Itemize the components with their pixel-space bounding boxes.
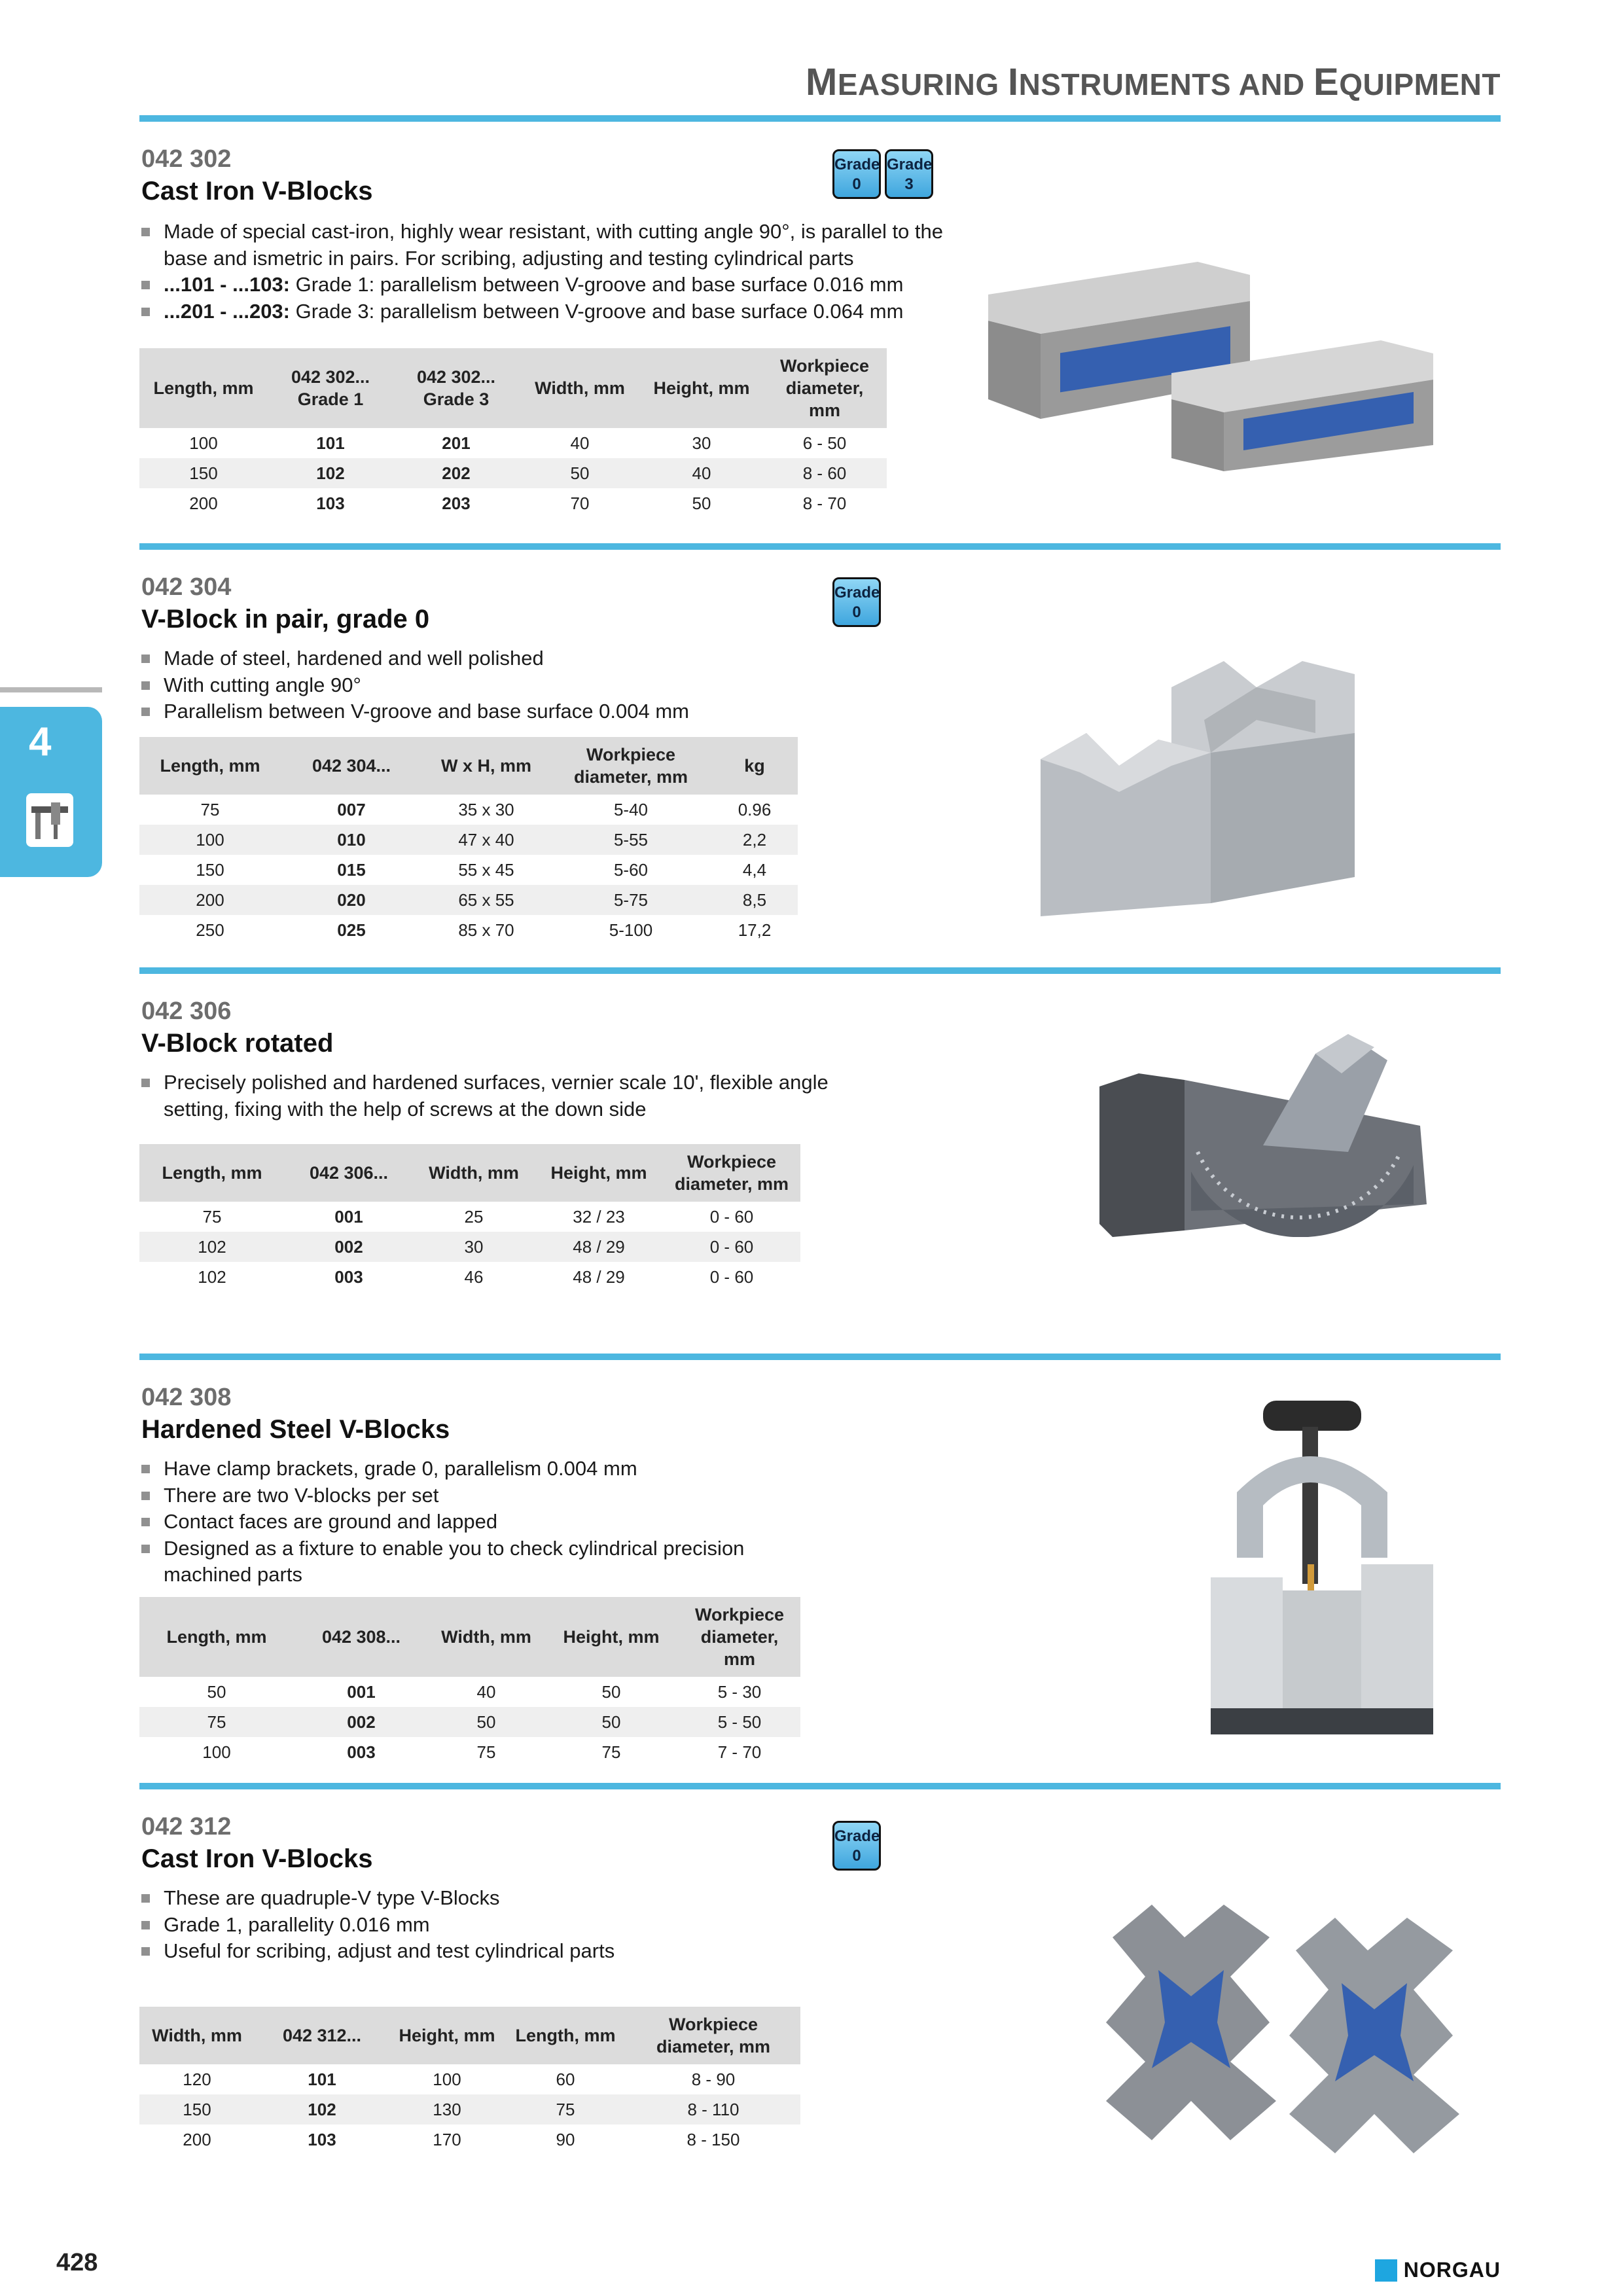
hardened-v-block-clamp-image bbox=[1198, 1394, 1446, 1748]
table-row: 120 101 100 60 8 - 90 bbox=[183, 2069, 736, 2089]
grade-badge: Grade 0 bbox=[832, 1821, 881, 1871]
product-code: 042 306 bbox=[141, 997, 232, 1025]
column-header: Height, mm bbox=[535, 1144, 663, 1202]
feature-list bbox=[141, 219, 953, 325]
list-item: Contact faces are ground and lapped bbox=[141, 1509, 835, 1535]
page-number: 428 bbox=[56, 2249, 98, 2276]
table-row: 100 010 47 x 40 5-55 2,2 bbox=[139, 825, 798, 855]
product-code: 042 302 bbox=[141, 145, 232, 173]
table-row: 75 001 25 32 / 23 0 - 60 bbox=[202, 1206, 754, 1227]
product-title: Cast Iron V-Blocks bbox=[141, 177, 373, 206]
table-row: 200 103 203 70 50 8 - 70 bbox=[189, 493, 847, 513]
steel-v-block-pair-image bbox=[1041, 661, 1440, 916]
section-divider bbox=[139, 543, 1501, 550]
rotated-v-block-image bbox=[1099, 1034, 1440, 1237]
column-header: Workpiece diameter, mm bbox=[679, 1597, 800, 1677]
list-item: There are two V-blocks per set bbox=[141, 1482, 835, 1509]
column-header: 042 306... bbox=[285, 1144, 413, 1202]
table-row: 250 025 85 x 70 5-100 17,2 bbox=[196, 920, 772, 940]
table-row: 150 102 202 50 40 8 - 60 bbox=[139, 458, 887, 488]
list-item: Parallelism between V-groove and base surface 0.004 mm bbox=[141, 698, 861, 725]
table-row: 150 015 55 x 45 5-60 4,4 bbox=[196, 859, 767, 880]
column-header: Height, mm bbox=[641, 348, 762, 428]
list-item: Precisely polished and hardened surfaces, vernier scale 10', flexible angle setting, fixing with the help of screws at the down side bbox=[141, 1069, 835, 1122]
brand-logo bbox=[1375, 2258, 1501, 2282]
table-row: 100 101 201 40 30 6 - 50 bbox=[189, 433, 847, 453]
product-code: 042 308 bbox=[141, 1384, 232, 1411]
product-title: Cast Iron V-Blocks bbox=[141, 1844, 373, 1873]
list-item: Designed as a fixture to enable you to check cylindrical precision machined parts bbox=[141, 1535, 835, 1588]
column-header: Width, mm bbox=[519, 348, 641, 428]
table-row: 100 003 75 75 7 - 70 bbox=[202, 1742, 762, 1762]
table-row: 102 002 30 48 / 29 0 - 60 bbox=[139, 1232, 800, 1262]
list-item: These are quadruple-V type V-Blocks bbox=[141, 1885, 835, 1912]
column-header: Length, mm bbox=[505, 2007, 626, 2064]
column-header: 042 302... Grade 1 bbox=[268, 348, 393, 428]
grade-badges bbox=[832, 149, 933, 199]
column-header: W x H, mm bbox=[422, 737, 550, 795]
feature-list bbox=[141, 1069, 835, 1122]
spec-table bbox=[139, 348, 887, 518]
page-header-title: MEASURING INSTRUMENTS AND EQUIPMENT bbox=[806, 61, 1501, 103]
column-header: Width, mm bbox=[413, 1144, 535, 1202]
chapter-number: 4 bbox=[29, 719, 52, 764]
product-code: 042 312 bbox=[141, 1813, 232, 1840]
section-divider bbox=[139, 967, 1501, 974]
feature-list bbox=[141, 645, 861, 725]
column-header: Length, mm bbox=[139, 737, 281, 795]
feature-list bbox=[141, 1456, 835, 1588]
column-header: 042 304... bbox=[281, 737, 422, 795]
column-header: Width, mm bbox=[139, 2007, 255, 2064]
column-header: 042 308... bbox=[294, 1597, 429, 1677]
feature-list bbox=[141, 1885, 835, 1965]
list-item: With cutting angle 90° bbox=[141, 672, 861, 699]
column-header: kg bbox=[711, 737, 798, 795]
list-item: Grade 1, parallelity 0.016 mm bbox=[141, 1912, 835, 1939]
section-divider bbox=[139, 115, 1501, 122]
product-code: 042 304 bbox=[141, 573, 232, 601]
column-header: Workpiece diameter, mm bbox=[626, 2007, 800, 2064]
column-header: Workpiece diameter, mm bbox=[762, 348, 887, 428]
quadruple-v-blocks-image bbox=[1099, 1892, 1466, 2166]
cast-iron-v-blocks-image bbox=[975, 249, 1472, 471]
chapter-tab-rule bbox=[0, 687, 102, 692]
grade-badge: Grade 0 bbox=[832, 149, 881, 199]
list-item: ...101 - ...103: Grade 1: parallelism between V-groove and base surface 0.016 mm bbox=[141, 272, 953, 298]
table-row: 200 103 170 90 8 - 150 bbox=[183, 2129, 740, 2149]
product-title: V-Block in pair, grade 0 bbox=[141, 605, 430, 634]
column-header: Length, mm bbox=[139, 1144, 285, 1202]
product-title: V-Block rotated bbox=[141, 1029, 334, 1058]
table-row: 200 020 65 x 55 5-75 8,5 bbox=[139, 885, 798, 915]
spec-table bbox=[139, 2007, 800, 2155]
list-item: Useful for scribing, adjust and test cylindrical parts bbox=[141, 1938, 835, 1965]
column-header: Length, mm bbox=[139, 1597, 294, 1677]
table-row: 150 102 130 75 8 - 110 bbox=[139, 2094, 800, 2125]
spec-table bbox=[139, 737, 798, 945]
column-header: Workpiece diameter, mm bbox=[550, 737, 711, 795]
spec-table bbox=[139, 1144, 800, 1292]
brand-square-icon bbox=[1375, 2259, 1397, 2282]
list-item: Have clamp brackets, grade 0, parallelism 0.004 mm bbox=[141, 1456, 835, 1482]
column-header: Workpiece diameter, mm bbox=[663, 1144, 800, 1202]
grade-badges bbox=[832, 1821, 881, 1871]
list-item: Made of special cast-iron, highly wear resistant, with cutting angle 90°, is parallel to the base and ismetric in pairs. For scribing, adjusting and testing cylindrical parts bbox=[141, 219, 953, 272]
table-row: 75 002 50 50 5 - 50 bbox=[139, 1707, 800, 1737]
table-row: 75 007 35 x 30 5-40 0.96 bbox=[200, 799, 772, 819]
column-header: 042 302... Grade 3 bbox=[393, 348, 519, 428]
section-divider bbox=[139, 1354, 1501, 1360]
section-divider bbox=[139, 1783, 1501, 1789]
column-header: Height, mm bbox=[544, 1597, 679, 1677]
table-row: 102 003 46 48 / 29 0 - 60 bbox=[198, 1266, 754, 1287]
list-item: ...201 - ...203: Grade 3: parallelism between V-groove and base surface 0.064 mm bbox=[141, 298, 953, 325]
table-row: 50 001 40 50 5 - 30 bbox=[207, 1681, 762, 1702]
column-header: Width, mm bbox=[429, 1597, 544, 1677]
grade-badge: Grade 0 bbox=[832, 577, 881, 627]
grade-badge: Grade 3 bbox=[885, 149, 933, 199]
list-item: Made of steel, hardened and well polished bbox=[141, 645, 861, 672]
brand-name: NORGAU bbox=[1403, 2258, 1501, 2282]
column-header: Height, mm bbox=[389, 2007, 505, 2064]
grade-badges bbox=[832, 577, 881, 627]
column-header: Length, mm bbox=[139, 348, 268, 428]
column-header: 042 312... bbox=[255, 2007, 389, 2064]
caliper-icon bbox=[26, 793, 73, 847]
spec-table bbox=[139, 1597, 800, 1767]
product-title: Hardened Steel V-Blocks bbox=[141, 1415, 450, 1444]
